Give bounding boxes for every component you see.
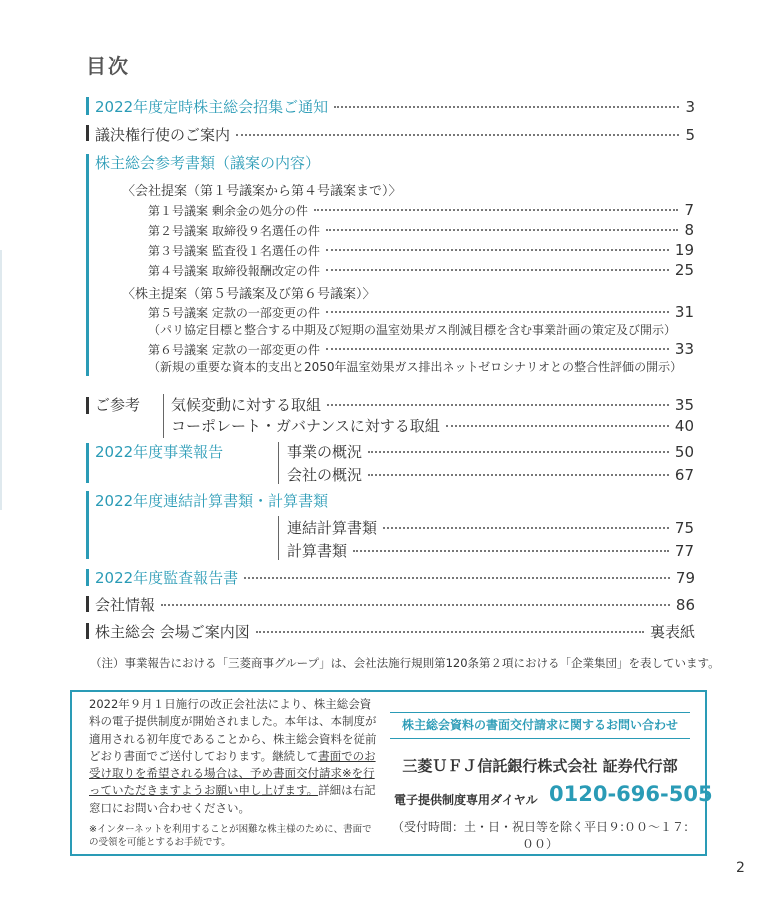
leader-dots <box>161 604 670 606</box>
section-marker <box>86 397 89 414</box>
toc-entry-notice[interactable] <box>95 96 695 117</box>
divider <box>163 394 164 438</box>
leader-dots <box>368 474 669 476</box>
toc-entry-company-info[interactable] <box>95 594 695 615</box>
section-marker <box>86 154 89 376</box>
toc-label: 第５号議案 定款の一部変更の件 <box>148 306 320 320</box>
toc-label: 計算書類 <box>287 542 348 560</box>
leader-dots <box>256 631 644 633</box>
toc-label: 株主総会 会場ご案内図 <box>95 623 250 641</box>
toc-entry-company-overview[interactable] <box>287 464 694 485</box>
divider <box>390 712 690 713</box>
toc-label: 第１号議案 剰余金の処分の件 <box>148 204 308 218</box>
toc-label: 連結計算書類 <box>287 519 378 537</box>
reception-hours: （受付時間：土・日・祝日等を除く平日９:００～１７:００） <box>391 820 689 851</box>
info-box-text <box>89 696 377 817</box>
toc-page: 25 <box>674 261 694 279</box>
toc-label: 気候変動に対する取組 <box>171 396 322 414</box>
leader-dots <box>368 451 669 453</box>
toc-label: 2022年度監査報告書 <box>95 569 239 587</box>
toc-entry-business-overview[interactable] <box>287 441 694 462</box>
toc-page: 裏表紙 <box>649 623 695 641</box>
divider <box>278 442 279 484</box>
leader-dots <box>326 348 669 350</box>
leader-dots <box>353 550 669 552</box>
toc-page: 33 <box>674 340 694 358</box>
phone-number[interactable]: 0120-696-505 <box>549 782 713 806</box>
toc-entry-voting[interactable] <box>95 124 695 145</box>
toc-entry-governance[interactable] <box>171 415 694 436</box>
toc-entry-nonconsolidated[interactable] <box>287 540 694 561</box>
toc-entry-item3[interactable] <box>148 241 694 259</box>
section-marker <box>86 569 89 586</box>
toc-page: 3 <box>685 98 695 116</box>
toc-item5-subtitle: （パリ協定目標と整合する中期及び短期の温室効果ガス削減目標を含む事業計画の策定及び開示） <box>148 323 677 337</box>
toc-section-business-report[interactable]: 2022年度事業報告 <box>95 443 224 461</box>
section-marker <box>86 491 89 559</box>
edge-mark <box>0 250 2 510</box>
toc-label: 第２号議案 取締役９名選任の件 <box>148 224 320 238</box>
toc-entry-item6[interactable] <box>148 340 694 358</box>
info-text-2: 詳細は右記窓口にお問い合わせください。 <box>89 783 376 815</box>
bank-name: 三菱ＵＦＪ信託銀行株式会社 証券代行部 <box>402 757 678 775</box>
footnote: （注）事業報告における「三菱商事グループ」は、会社法施行規則第120条第２項における「企業集団」を表しています。 <box>90 656 720 670</box>
page-title: 目次 <box>86 54 130 78</box>
toc-entry-audit[interactable] <box>95 567 695 588</box>
toc-entry-item5[interactable] <box>148 303 694 321</box>
leader-dots <box>326 311 669 313</box>
toc-label: 議決権行使のご案内 <box>95 126 231 144</box>
toc-page: 77 <box>674 542 694 560</box>
info-box-footnote: ※インターネットを利用することが困難な株主様のために、書面での受領を可能とするお手続です。 <box>89 824 372 848</box>
leader-dots <box>446 425 669 427</box>
toc-page: 7 <box>684 201 694 219</box>
toc-page: 50 <box>674 443 694 461</box>
toc-page: 35 <box>674 396 694 414</box>
toc-label: 第６号議案 定款の一部変更の件 <box>148 343 320 357</box>
page-number: 2 <box>736 860 745 876</box>
toc-page: 8 <box>684 221 694 239</box>
toc-page: 5 <box>685 126 695 144</box>
toc-label: 第４号議案 取締役報酬改定の件 <box>148 264 320 278</box>
toc-section-financial[interactable]: 2022年度連結計算書類・計算書類 <box>95 492 329 510</box>
section-marker <box>86 596 89 612</box>
leader-dots <box>244 577 670 579</box>
leader-dots <box>327 404 669 406</box>
leader-dots <box>314 209 679 211</box>
toc-group-shareholder: 〈株主提案（第５号議案及び第６号議案）〉 <box>122 287 376 302</box>
leader-dots <box>383 527 669 529</box>
toc-section-reference[interactable]: 株主総会参考書類（議案の内容） <box>95 154 321 172</box>
inquiry-title: 株主総会資料の書面交付請求に関するお問い合わせ <box>401 718 678 732</box>
toc-page: 40 <box>674 417 694 435</box>
leader-dots <box>326 249 669 251</box>
toc-label: 事業の概況 <box>287 443 363 461</box>
toc-label: コーポレート・ガバナンスに対する取組 <box>171 417 440 435</box>
toc-page: 31 <box>674 303 694 321</box>
toc-page: 19 <box>674 241 694 259</box>
info-text-underlined: 書面でのお受け取りを希望される場合は、予め書面交付請求※を行っていただきますようお願い申し上げます。 <box>89 748 376 798</box>
section-marker <box>86 443 89 483</box>
leader-dots <box>236 134 679 136</box>
toc-label: 2022年度定時株主総会招集ご通知 <box>95 98 329 116</box>
toc-entry-venue[interactable] <box>95 621 695 642</box>
toc-entry-item2[interactable] <box>148 221 694 239</box>
toc-page: 67 <box>674 466 694 484</box>
section-marker <box>86 623 89 639</box>
toc-page: 75 <box>674 519 694 537</box>
leader-dots <box>326 229 679 231</box>
leader-dots <box>326 269 669 271</box>
toc-entry-item1[interactable] <box>148 201 694 219</box>
toc-label: 第３号議案 監査役１名選任の件 <box>148 244 320 258</box>
leader-dots <box>334 106 679 108</box>
toc-label: 会社の概況 <box>287 466 363 484</box>
toc-entry-consolidated[interactable] <box>287 517 694 538</box>
divider <box>390 738 690 739</box>
toc-entry-climate[interactable] <box>171 394 694 415</box>
toc-item6-subtitle: （新規の重要な資本的支出と2050年温室効果ガス排出ネットゼロシナリオとの整合性評価の開示） <box>148 360 683 374</box>
toc-page: 86 <box>675 596 695 614</box>
info-text-1: 2022年９月１日施行の改正会社法により、株主総会資料の電子提供制度が開始されました。本年は、本制度が適用される初年度であることから、株主総会資料を従前どおり書面でご送付しております。継続して <box>89 697 377 763</box>
section-marker <box>86 97 89 115</box>
toc-entry-item4[interactable] <box>148 261 694 279</box>
section-marker <box>86 125 89 141</box>
toc-label: 会社情報 <box>95 596 156 614</box>
toc-group-company: 〈会社提案（第１号議案から第４号議案まで）〉 <box>122 184 402 199</box>
toc-section-sankou: ご参考 <box>95 396 141 414</box>
toc-page: 79 <box>675 569 695 587</box>
dial-label: 電子提供制度専用ダイヤル <box>394 793 538 807</box>
divider <box>278 516 279 560</box>
